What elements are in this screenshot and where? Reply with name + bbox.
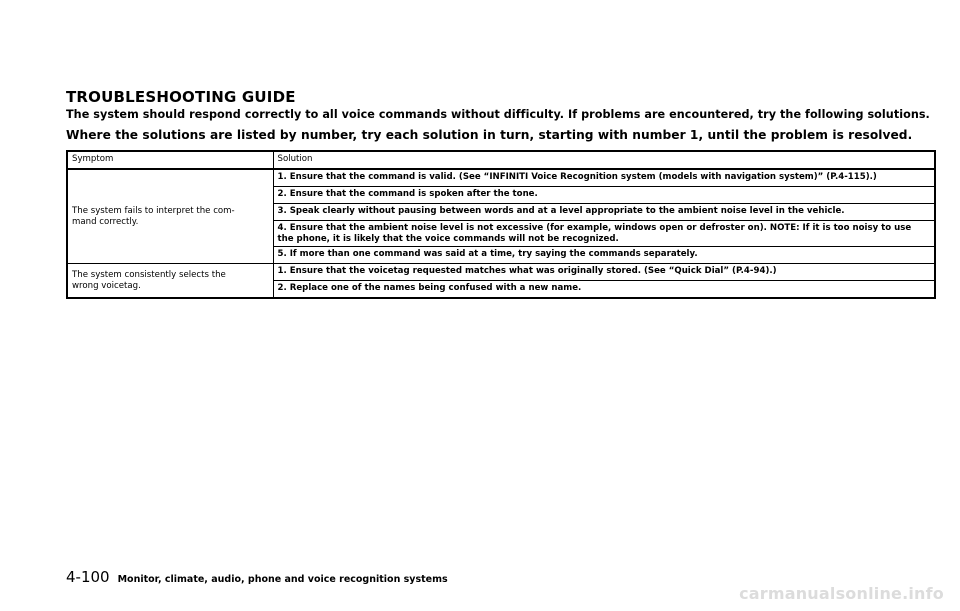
- solution-cell: 2. Replace one of the names being confused with a new name.: [273, 281, 935, 299]
- page-heading: TROUBLESHOOTING GUIDE: [66, 88, 296, 106]
- symptom-text: wrong voicetag.: [72, 280, 141, 291]
- table-row: [67, 169, 935, 187]
- solution-cell: 1. Ensure that the voicetag requested matches what was originally stored. (See “Quick Dial” (P.4-94).): [273, 264, 935, 281]
- page-footer: [66, 568, 448, 586]
- intro-paragraph-1: The system should respond correctly to all voice commands without difficulty. If problems are encountered, try the following solutions.: [66, 108, 930, 121]
- header-symptom: Symptom: [67, 151, 273, 169]
- section-title: Monitor, climate, audio, phone and voice recognition systems: [117, 574, 448, 585]
- table-header-row: [67, 151, 935, 169]
- symptom-cell: [67, 169, 273, 264]
- intro-paragraph-2: Where the solutions are listed by number, try each solution in turn, starting with number 1, until the problem is resolved.: [66, 128, 913, 142]
- symptom-cell: [67, 264, 273, 299]
- header-solution: Solution: [273, 151, 935, 169]
- symptom-text: mand correctly.: [72, 216, 139, 227]
- troubleshooting-table: [66, 150, 936, 299]
- page-number: 4-100: [66, 568, 110, 586]
- table-row: [67, 264, 935, 281]
- solution-cell: 2. Ensure that the command is spoken after the tone.: [273, 187, 935, 204]
- solution-cell: 4. Ensure that the ambient noise level is not excessive (for example, windows open or defroster on). NOTE: If it is too noisy to use the phone, it is likely that the voice commands will not be recognized.: [273, 221, 935, 247]
- solution-cell: 1. Ensure that the command is valid. (See “INFINITI Voice Recognition system (models with navigation system)” (P.4-115).): [273, 169, 935, 187]
- symptom-text: The system consistently selects the: [72, 270, 226, 280]
- symptom-text: The system fails to interpret the com-: [72, 206, 235, 216]
- solution-cell: 3. Speak clearly without pausing between words and at a level appropriate to the ambient noise level in the vehicle.: [273, 204, 935, 221]
- watermark: carmanualsonline.info: [739, 584, 944, 603]
- solution-cell: 5. If more than one command was said at a time, try saying the commands separately.: [273, 247, 935, 264]
